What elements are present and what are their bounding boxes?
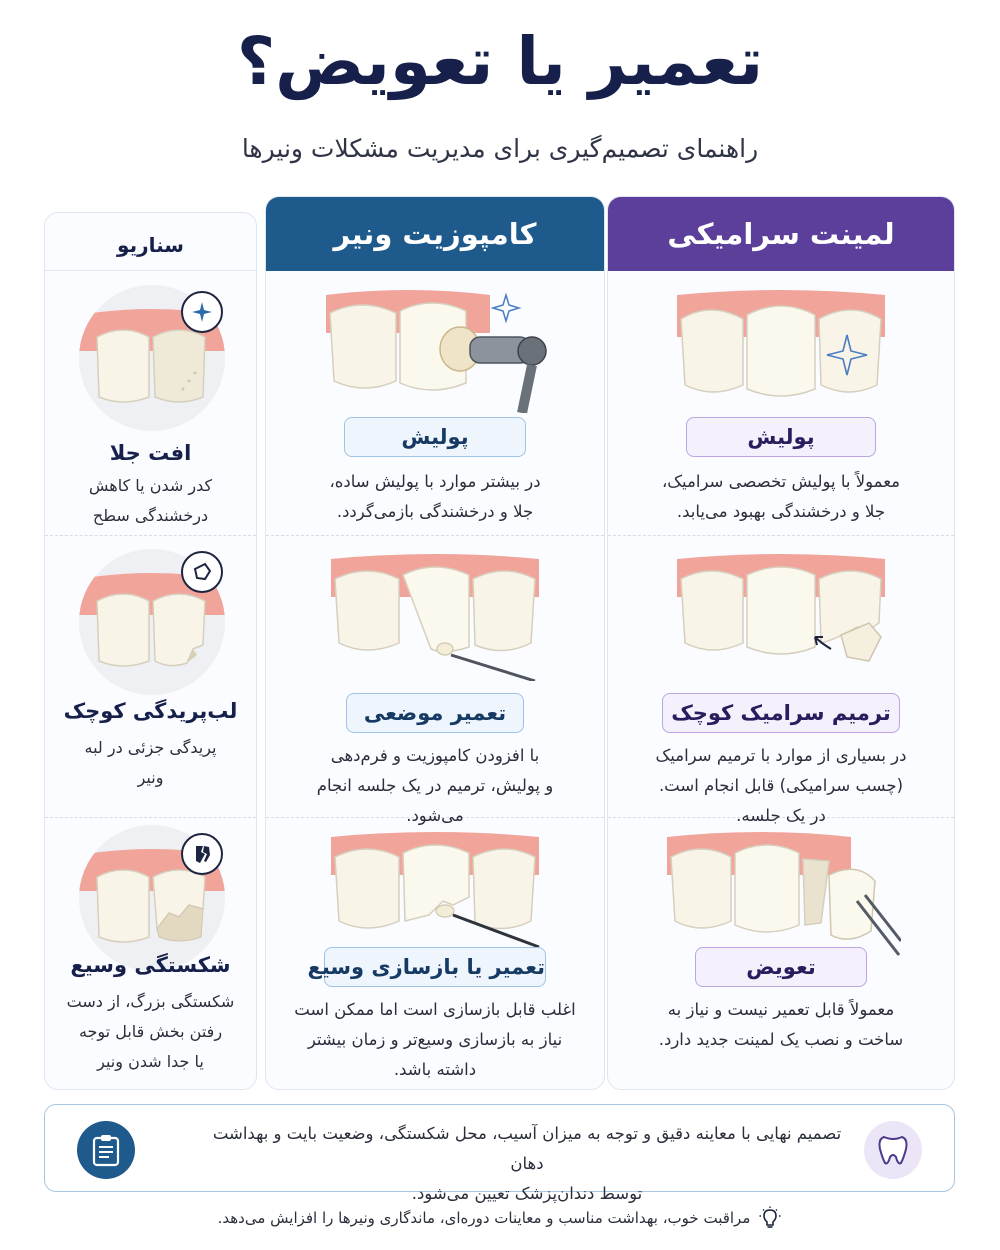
ceramic-cell-repair [608, 535, 954, 825]
ceramic-header: لمینت سرامیکی [608, 197, 954, 271]
scenario-chip-desc: پریدگی جزئی در لبه ونیر [84, 738, 217, 787]
polishing-handpiece-illustration [320, 289, 550, 413]
ceramic-polish-label: پولیش [686, 417, 876, 457]
composite-polish-label: پولیش [344, 417, 526, 457]
chip-icon [181, 551, 223, 593]
scenario-chip-title: لب‌پریدگی کوچک [63, 699, 238, 723]
clipboard-icon [77, 1121, 135, 1179]
composite-polish-desc: در بیشتر موارد با پولیش ساده، جلا و درخشندگی بازمی‌گردد. [329, 472, 541, 521]
composite-rebuild-desc: اغلب قابل بازسازی است اما ممکن است نیاز به بازسازی وسیع‌تر و زمان بیشتر داشته باشد. [294, 1000, 576, 1079]
scenario-dull-desc: کدر شدن یا کاهش درخشندگی سطح [88, 476, 213, 525]
scenario-fracture-title: شکستگی وسیع [70, 953, 231, 977]
ceramic-polish-desc: معمولاً با پولیش تخصصی سرامیک، جلا و درخشندگی بهبود می‌یابد. [661, 472, 901, 521]
new-veneer-tweezers-illustration [661, 831, 901, 963]
ceramic-column [607, 196, 955, 1090]
composite-cell-rebuild [266, 817, 604, 1091]
ceramic-replace-label: تعویض [695, 947, 867, 987]
note-text: تصمیم نهایی با معاینه دقیق و توجه به میزان آسیب، محل شکستگی، وضعیت بایت و بهداشت دهان توسط دندان‌پزشک تعیین می‌شود. [212, 1124, 842, 1203]
ceramic-chip-illustration [671, 553, 891, 671]
scenario-dull-title: افت جلا [109, 441, 192, 465]
broken-tooth-icon [181, 833, 223, 875]
scenario-dull [45, 271, 256, 535]
ceramic-repair-label: ترمیم سرامیک کوچک [662, 693, 900, 733]
composite-rebuild-illustration [325, 831, 545, 949]
footer-text: مراقبت خوب، بهداشت مناسب و معاینات دوره‌ای، ماندگاری ونیرها را افزایش می‌دهد. [217, 1209, 751, 1227]
tooth-icon [864, 1121, 922, 1179]
ceramic-cell-replace [608, 817, 954, 1091]
final-decision-note [44, 1104, 955, 1203]
composite-repair-label: تعمیر موضعی [346, 693, 524, 733]
ceramic-repair-desc: در بسیاری از موارد با ترمیم سرامیک (چسب سرامیکی) قابل انجام است. در یک جلسه. [655, 746, 907, 825]
page-subtitle: راهنمای تصمیم‌گیری برای مدیریت مشکلات ونیرها [241, 134, 759, 163]
composite-header: کامپوزیت ونیر [266, 197, 604, 271]
scenario-fracture-desc: شکستگی بزرگ، از دست رفتن بخش قابل توجه یا جدا شدن ونیر [66, 992, 235, 1071]
composite-spot-repair-illustration [325, 553, 545, 681]
footer [0, 1206, 1000, 1234]
composite-column [265, 196, 605, 1090]
sparkle-icon [181, 291, 223, 333]
composite-cell-repair [266, 535, 604, 825]
ceramic-replace-desc: معمولاً قابل تعمیر نیست و نیاز به ساخت و نصب یک لمینت جدید دارد. [658, 1000, 904, 1049]
page-title: تعمیر یا تعویض؟ [236, 23, 764, 100]
scenario-chip [45, 535, 256, 817]
lightbulb-icon [758, 1206, 782, 1230]
scenario-header: سناریو [45, 213, 256, 271]
veneer-teeth-shine-illustration [671, 289, 891, 401]
composite-rebuild-label: تعمیر یا بازسازی وسیع [324, 947, 546, 987]
ceramic-cell-polish [608, 271, 954, 535]
scenario-column [44, 212, 257, 1090]
composite-repair-desc: با افزودن کامپوزیت و فرم‌دهی و پولیش، ترمیم در یک جلسه انجام می‌شود. [316, 746, 554, 825]
composite-cell-polish [266, 271, 604, 535]
scenario-fracture [45, 817, 256, 1091]
